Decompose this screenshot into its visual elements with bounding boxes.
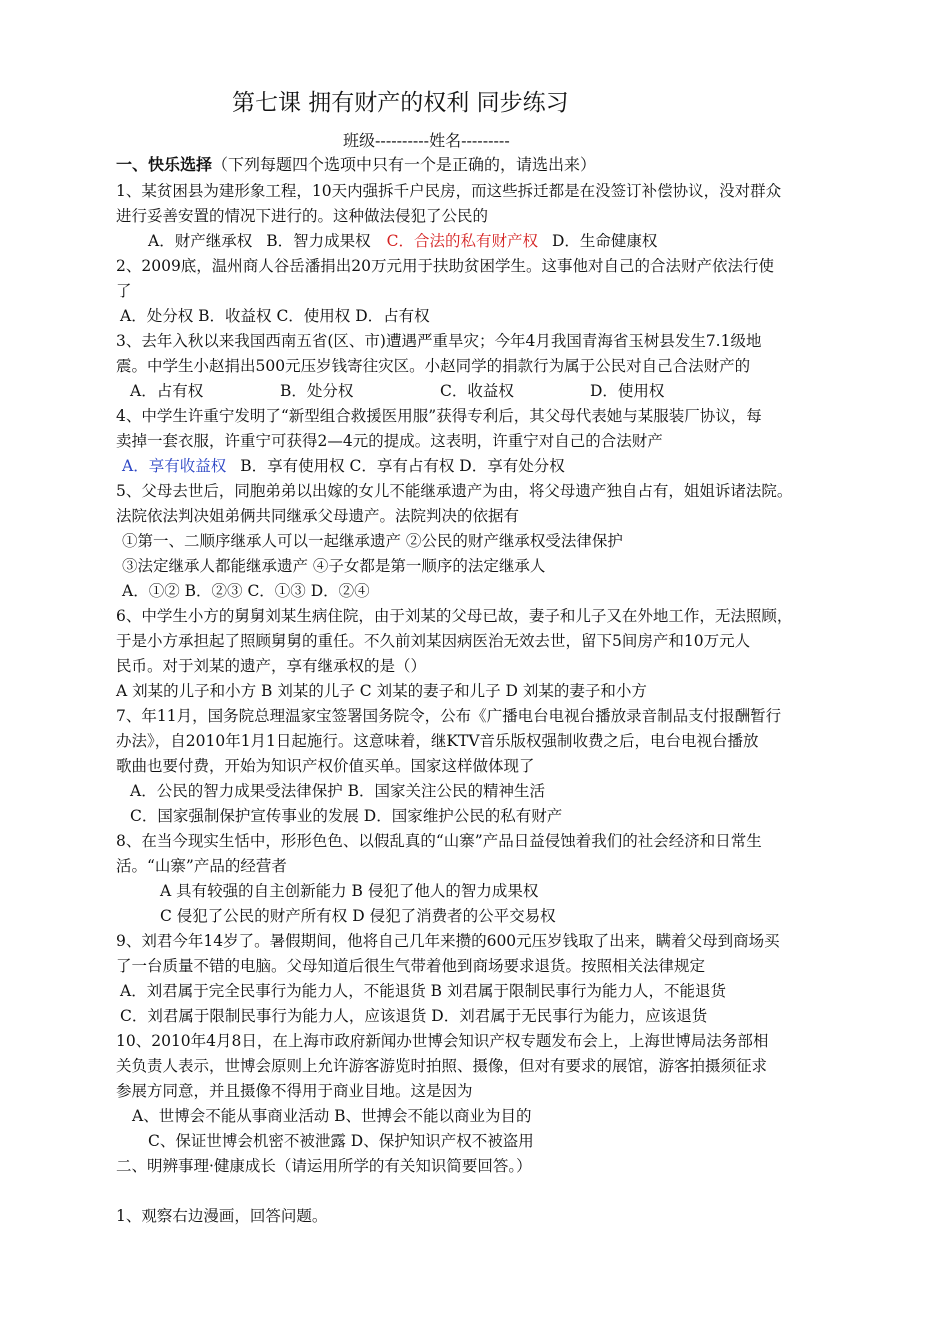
q3-option-a: A．占有权 [130,382,204,400]
q8-options-ab: A 具有较强的自主创新能力 B 侵犯了他人的智力成果权 [160,882,539,900]
q1-option-c-answer: C．合法的私有财产权 [386,232,538,250]
q5-statements-3-4: ③法定继承人都能继承遗产 ④子女都是第一顺序的法定继承人 [122,557,546,575]
q3-option-b: B．处分权 [280,382,354,400]
q2-stem-line1: 2、2009底，温州商人谷岳潘捐出20万元用于扶助贫困学生。这事他对自己的合法财产依法行使 [116,257,775,275]
q10-stem-line3: 参展方同意，并且摄像不得用于商业目地。这是因为 [116,1082,473,1100]
q8-stem-line2: 活。“山寨”产品的经营者 [116,857,287,875]
q10-options-cd: C、保证世博会机密不被泄露 D、保护知识产权不被盗用 [148,1132,534,1150]
q9-options-ab: A．刘君属于完全民事行为能力人，不能退货 B 刘君属于限制民事行为能力人，不能退货 [120,982,726,1000]
q1-option-b: B．智力成果权 [266,232,371,250]
section-1-heading [116,154,596,176]
q3-stem-line1: 3、去年入秋以来我国西南五省(区、市)遭遇严重旱灾；今年4月我国青海省玉树县发生7.1级地 [116,332,762,350]
section-1-title: 一、快乐选择 [116,155,213,174]
q5-stem-line2: 法院依法判决姐弟俩共同继承父母遗产。法院判决的依据有 [116,507,520,525]
q1-option-a: A．财产继承权 [148,232,253,250]
q6-stem-line1: 6、中学生小方的舅舅刘某生病住院，由于刘某的父母已故，妻子和儿子又在外地工作，无法照顾， [116,607,793,625]
q3-stem-line2: 震。中学生小赵捐出500元压岁钱寄往灾区。小赵同学的捐款行为属于公民对自己合法财产的 [116,357,751,375]
q1-options [148,230,657,252]
q1-option-d: D．生命健康权 [551,232,658,250]
q3-option-d: D．使用权 [590,382,665,400]
q8-stem-line1: 8、在当今现实生恬中，形形色色、以假乱真的“山寨”产品日益侵蚀着我们的社会经济和日常生 [116,832,762,850]
q7-stem-line1: 7、年11月，国务院总理温家宝签署国务院令，公布《广播电台电视台播放录音制品支付报酬暂行 [116,707,782,725]
q5-stem-line1: 5、父母去世后，同胞弟弟以出嫁的女儿不能继承遗产为由，将父母遗产独自占有，姐姐诉诸法院。 [116,482,793,500]
q6-options: A 刘某的儿子和小方 B 刘某的儿子 C 刘某的妻子和儿子 D 刘某的妻子和小方 [116,682,647,700]
q4-options [122,455,565,477]
q10-stem-line1: 10、2010年4月8日，在上海市政府新闻办世博会知识产权专题发布会上，上海世博局法务部相 [116,1032,769,1050]
q7-stem-line3: 歌曲也要付费，开始为知识产权价值买单。国家这样做体现了 [116,757,535,775]
q7-options-ab: A．公民的智力成果受法律保护 B．国家关注公民的精神生活 [130,782,546,800]
q6-stem-line2: 于是小方承担起了照顾舅舅的重任。不久前刘某因病医治无效去世，留下5间房产和10万元人 [116,632,751,650]
q1-stem-line1: 1、某贫困县为建形象工程，10天内强拆千户民房，而这些拆迁都是在没签订补偿协议，没对群众 [116,182,782,200]
q7-stem-line2: 办法》，自2010年1月1日起施行。这意味着，继KTV音乐版权强制收费之后，电台电视台播放 [116,732,759,750]
q9-stem-line1: 9、刘君今年14岁了。暑假期间，他将自己几年来攒的600元压岁钱取了出来，瞒着父母到商场买 [116,932,780,950]
q9-options-cd: C．刘君属于限制民事行为能力人，应该退货 D．刘君属于无民事行为能力，应该退货 [120,1007,708,1025]
q4-options-rest: B．享有使用权 C．享有占有权 D．享有处分权 [240,457,565,475]
q4-option-a-answer: A．享有收益权 [122,457,227,475]
section-1-note: （下列每题四个选项中只有一个是正确的，请选出来） [212,155,597,174]
q2-options: A．处分权 B．收益权 C．使用权 D．占有权 [120,307,430,325]
page-title: 第七课 拥有财产的权利 同步练习 [232,90,569,116]
q2-stem-line2: 了 [116,282,132,300]
q6-stem-line3: 民币。对于刘某的遗产，享有继承权的是（） [116,657,427,675]
q9-stem-line2: 了一台质量不错的电脑。父母知道后很生气带着他到商场要求退货。按照相关法律规定 [116,957,706,975]
q5-statements-1-2: ①第一、二顺序继承人可以一起继承遗产 ②公民的财产继承权受法律保护 [122,532,623,550]
q7-options-cd: C．国家强制保护宣传事业的发展 D．国家维护公民的私有财产 [130,807,563,825]
q5-options: A．①② B．②③ C．①③ D．②④ [122,582,370,600]
q10-options-ab: A、世博会不能从事商业活动 B、世搏会不能以商业为目的 [132,1107,532,1125]
q10-stem-line2: 关负责人表示，世博会原则上允许游客游览时拍照、摄像，但对有要求的展馆，游客拍摄须征求 [116,1057,768,1075]
q4-stem-line2: 卖掉一套衣服，许重宁可获得2—4元的提成。这表明，许重宁对自己的合法财产 [116,432,663,450]
section-2-heading: 二、明辨事理·健康成长（请运用所学的有关知识简要回答。） [116,1157,532,1175]
q4-stem-line1: 4、中学生许重宁发明了“新型组合救援医用服”获得专利后，其父母代表她与某服装厂协议，每 [116,407,762,425]
q1-stem-line2: 进行妥善安置的情况下进行的。这种做法侵犯了公民的 [116,207,489,225]
section-2-q1: 1、观察右边漫画，回答问题。 [116,1207,328,1225]
class-name-line: 班级----------姓名--------- [343,131,510,150]
q8-options-cd: C 侵犯了公民的财产所有权 D 侵犯了消费者的公平交易权 [160,907,556,925]
q3-option-c: C．收益权 [440,382,514,400]
